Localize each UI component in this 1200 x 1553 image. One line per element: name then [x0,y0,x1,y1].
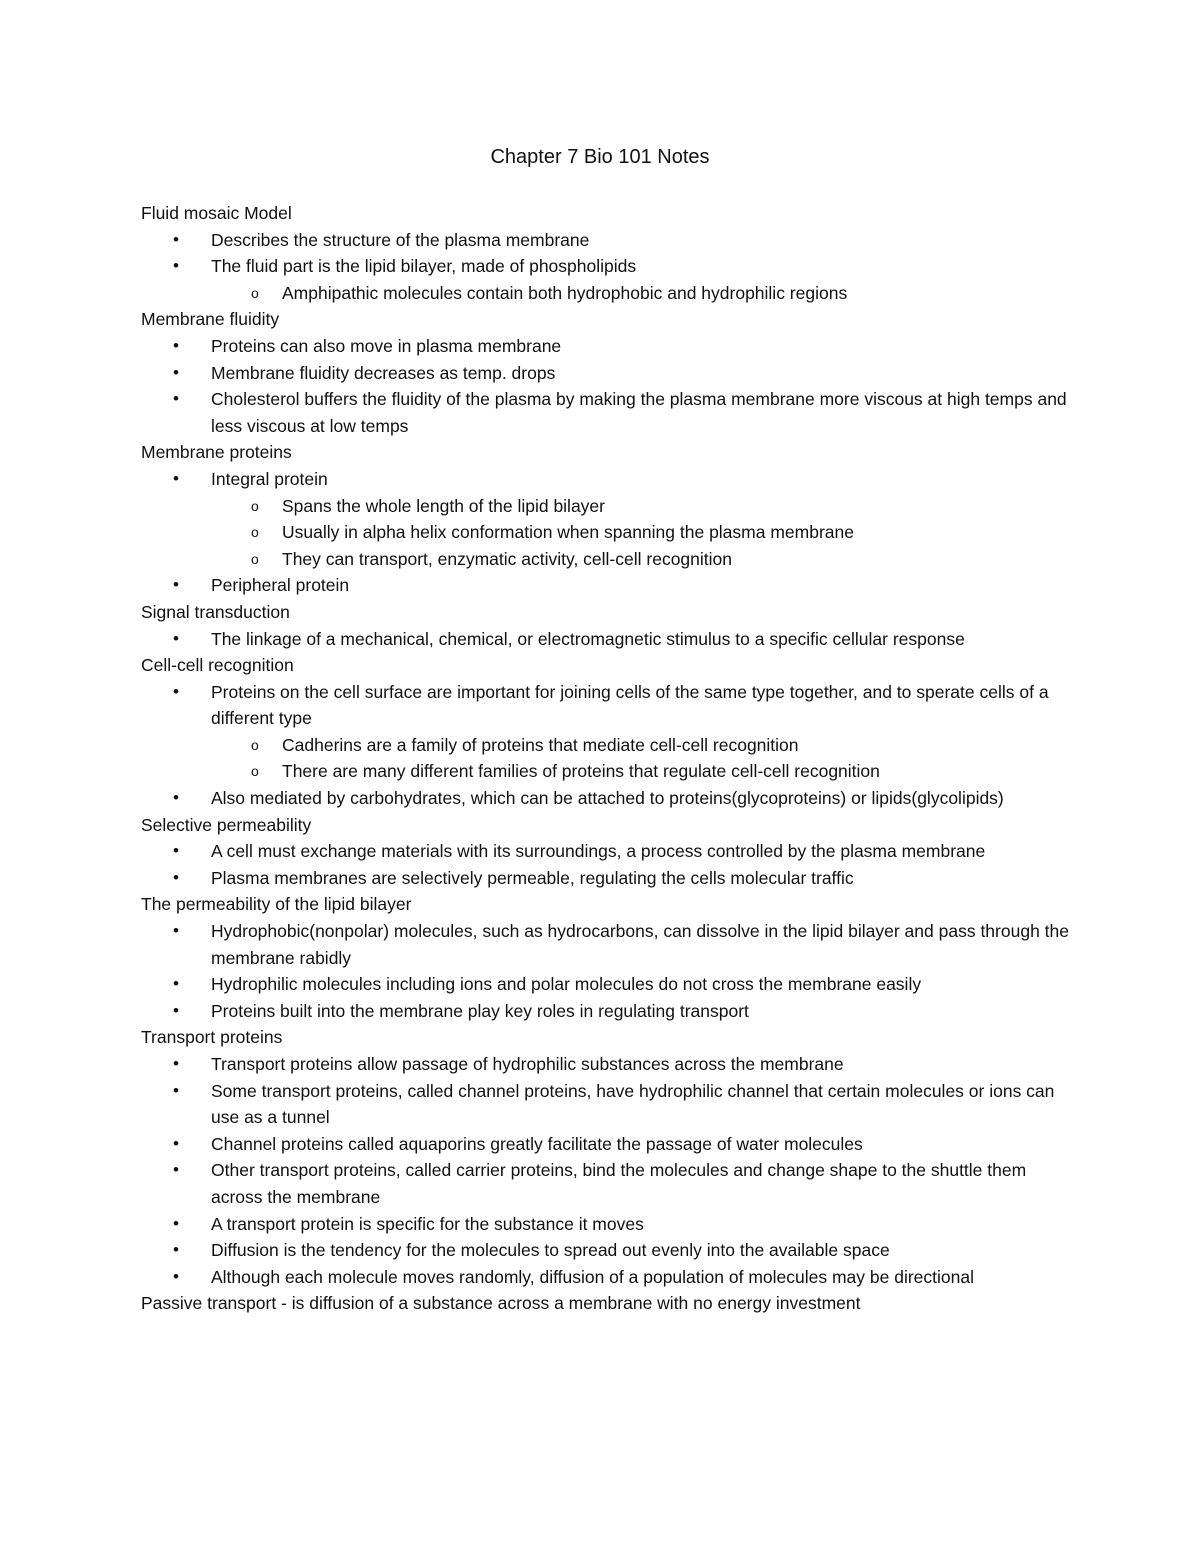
bullet-icon: • [173,575,179,595]
bullet-text: Membrane fluidity decreases as temp. drops [211,362,556,383]
bullet-icon: • [173,921,179,941]
sub-bullet-item [141,546,1081,573]
bullet-icon: • [173,229,179,249]
bullet-icon: • [173,389,179,409]
bullet-list [141,679,1081,812]
bullet-icon: • [173,1000,179,1020]
bullet-icon: • [173,1240,179,1260]
bullet-item [141,253,1081,280]
sub-bullet-item [141,732,1081,759]
notes-body [141,200,1081,1317]
section-heading: The permeability of the lipid bilayer [141,894,412,915]
bullet-text: Spans the whole length of the lipid bilayer [282,495,605,516]
bullet-text: Integral protein [211,468,328,489]
section-heading: Fluid mosaic Model [141,203,292,223]
bullet-item [141,1157,1081,1210]
bullet-item [141,1264,1081,1291]
bullet-item [141,386,1081,439]
section-heading: Membrane proteins [141,442,292,463]
bullet-item [141,626,1081,653]
bullet-icon: • [173,867,179,887]
hollow-bullet-icon: o [251,524,259,541]
page-title: Chapter 7 Bio 101 Notes [490,146,710,168]
bullet-item [141,466,1081,493]
bullet-icon: • [173,788,179,808]
section-heading: Membrane fluidity [141,309,280,330]
bullet-icon: • [173,1080,179,1100]
bullet-icon: • [173,841,179,861]
bullet-text: Usually in alpha helix conformation when spanning the plasma membrane [282,522,854,543]
bullet-list [141,838,1081,891]
bullet-list [141,1051,1081,1290]
sub-bullet-item [141,758,1081,785]
bullet-text: Other transport proteins, called carrier proteins, bind the molecules and change shape to the shuttle them across the membrane [211,1160,1027,1207]
bullet-text: Also mediated by carbohydrates, which can be attached to proteins(glycoproteins) or lipids(glycolipids) [211,788,1004,809]
bullet-item [141,360,1081,387]
hollow-bullet-icon: o [251,763,259,780]
bullet-item [141,1051,1081,1078]
bullet-text: Diffusion is the tendency for the molecules to spread out evenly into the available space [211,1240,890,1261]
bullet-text: The fluid part is the lipid bilayer, made of phospholipids [211,256,637,277]
bullet-list [141,918,1081,1024]
bullet-text: Proteins can also move in plasma membrane [211,335,562,356]
bullet-text: They can transport, enzymatic activity, cell-cell recognition [282,548,732,569]
sub-bullet-item [141,519,1081,546]
bullet-text: A cell must exchange materials with its surroundings, a process controlled by the plasma membrane [211,841,986,862]
section-heading: Transport proteins [141,1027,283,1048]
bullet-icon: • [173,1213,179,1233]
hollow-bullet-icon: o [251,284,259,301]
bullet-icon: • [173,681,179,701]
section-heading: Passive transport - is diffusion of a substance across a membrane with no energy investment [141,1293,861,1314]
bullet-list [141,227,1081,307]
bullet-item [141,1237,1081,1264]
bullet-text: A transport protein is specific for the substance it moves [211,1213,644,1234]
bullet-item [141,1211,1081,1238]
bullet-item [141,865,1081,892]
bullet-item [141,333,1081,360]
hollow-bullet-icon: o [251,550,259,567]
bullet-item [141,998,1081,1025]
bullet-icon: • [173,1160,179,1180]
hollow-bullet-icon: o [251,497,259,514]
bullet-text: Transport proteins allow passage of hydrophilic substances across the membrane [211,1054,844,1074]
bullet-icon: • [173,1054,179,1073]
bullet-list [141,626,1081,653]
bullet-item [141,918,1081,971]
bullet-item [141,572,1081,599]
bullet-list [141,466,1081,599]
bullet-text: Proteins built into the membrane play key roles in regulating transport [211,1000,749,1021]
bullet-item [141,785,1081,812]
bullet-icon: • [173,1266,179,1286]
bullet-text: Plasma membranes are selectively permeable, regulating the cells molecular traffic [211,867,854,888]
bullet-item [141,838,1081,865]
bullet-icon: • [173,468,179,488]
bullet-icon: • [173,628,179,648]
bullet-text: Cholesterol buffers the fluidity of the plasma by making the plasma membrane more viscous at high temps and less viscous at low temps [211,389,1067,436]
bullet-item [141,971,1081,998]
bullet-text: Describes the structure of the plasma membrane [211,229,590,250]
bullet-text: Amphipathic molecules contain both hydrophobic and hydrophilic regions [282,282,848,303]
bullet-text: Hydrophilic molecules including ions and polar molecules do not cross the membrane easily [211,974,922,995]
section-heading: Cell-cell recognition [141,655,294,676]
sub-bullet-item [141,280,1081,307]
bullet-text: Proteins on the cell surface are important for joining cells of the same type together, and to sperate cells of a different type [211,681,1049,729]
bullet-text: The linkage of a mechanical, chemical, or electromagnetic stimulus to a specific cellular response [211,628,965,649]
bullet-text: Peripheral protein [211,575,350,596]
bullet-text: Although each molecule moves randomly, diffusion of a population of molecules may be directional [211,1266,974,1287]
sub-bullet-item [141,493,1081,520]
bullet-item [141,227,1081,254]
bullet-text: Hydrophobic(nonpolar) molecules, such as hydrocarbons, can dissolve in the lipid bilayer and pass through the membrane rabidly [211,921,1069,968]
section-heading: Selective permeability [141,814,312,835]
section-heading: Signal transduction [141,601,290,622]
bullet-icon: • [173,974,179,994]
bullet-icon: • [173,256,179,276]
bullet-text: Channel proteins called aquaporins greatly facilitate the passage of water molecules [211,1133,863,1154]
bullet-item [141,679,1081,732]
hollow-bullet-icon: o [251,736,259,753]
bullet-text: There are many different families of proteins that regulate cell-cell recognition [282,761,880,782]
bullet-icon: • [173,362,179,382]
bullet-text: Cadherins are a family of proteins that mediate cell-cell recognition [282,734,799,755]
bullet-item [141,1078,1081,1131]
bullet-list [141,333,1081,439]
bullet-icon: • [173,335,179,355]
bullet-item [141,1131,1081,1158]
bullet-icon: • [173,1133,179,1153]
bullet-text: Some transport proteins, called channel proteins, have hydrophilic channel that certain molecules or ions can use as a tunnel [211,1080,1055,1128]
